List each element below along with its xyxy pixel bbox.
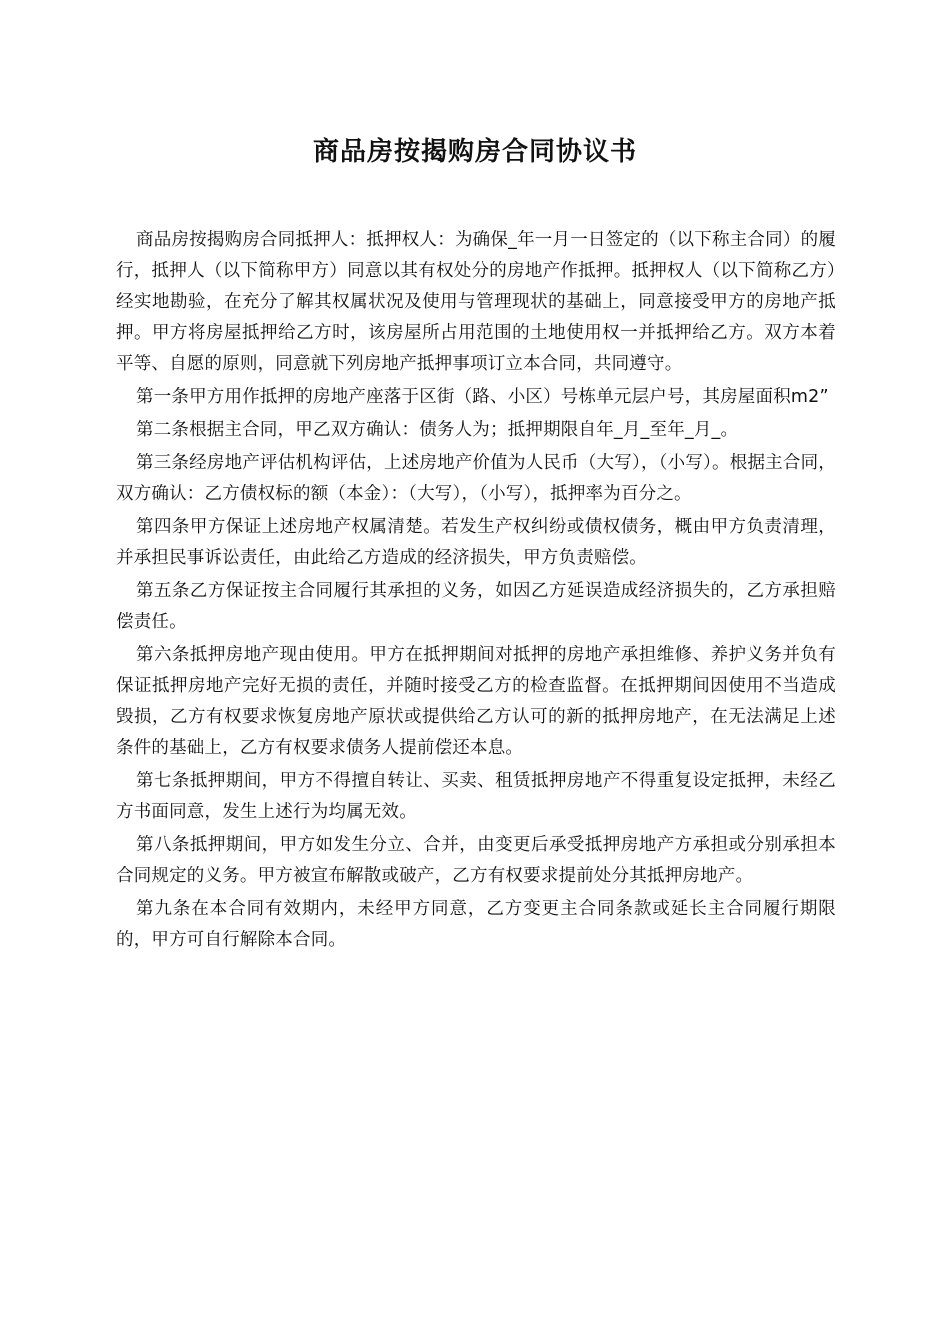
paragraph-article-6: 第六条抵押房地产现由使用。甲方在抵押期间对抵押的房地产承担维修、养护义务并负有保证抵押房地产完好无损的责任，并随时接受乙方的检查监督。在抵押期间因使用不当造成毁损，乙方有权要求恢复房地产原状或提供给乙方认可的新的抵押房地产，在无法满足上述条件的基础上，乙方有权要求债务人提前偿还本息。: [116, 645, 836, 758]
document-body: [116, 225, 836, 958]
paragraph-article-2: 第二条根据主合同，甲乙双方确认：债务人为；抵押期限自年_月_至年_月_。: [136, 420, 739, 440]
paragraph-article-1: 第一条甲方用作抵押的房地产座落于区街（路、小区）号栋单元层户号，其房屋面积m2”: [136, 387, 829, 407]
paragraph-article-3: 第三条经房地产评估机构评估，上述房地产价值为人民币（大写），（小写）。根据主合同，双方确认：乙方债权标的额（本金）：（大写），（小写），抵押率为百分之。: [116, 453, 836, 504]
paragraph-article-9: 第九条在本合同有效期内，未经甲方同意，乙方变更主合同条款或延长主合同履行期限的，甲方可自行解除本合同。: [116, 899, 836, 950]
paragraph-article-7: 第七条抵押期间，甲方不得擅自转让、买卖、租赁抵押房地产不得重复设定抵押，未经乙方书面同意，发生上述行为均属无效。: [116, 771, 836, 822]
paragraph-preamble: 商品房按揭购房合同抵押人：抵押权人：为确保_年一月一日签定的（以下称主合同）的履行，抵押人（以下简称甲方）同意以其有权处分的房地产作抵押。抵押权人（以下简称乙方）经实地勘验，在充分了解其权属状况及使用与管理现状的基础上，同意接受甲方的房地产抵押。甲方将房屋抵押给乙方时，该房屋所占用范围的土地使用权一并抵押给乙方。双方本着平等、自愿的原则，同意就下列房地产抵押事项订立本合同，共同遵守。: [116, 230, 836, 374]
paragraph-article-4: 第四条甲方保证上述房地产权属清楚。若发生产权纠纷或债权债务，概由甲方负责清理，并承担民事诉讼责任，由此给乙方造成的经济损失，甲方负责赔偿。: [116, 517, 836, 568]
document-title: 商品房按揭购房合同协议书: [312, 137, 637, 167]
paragraph-article-5: 第五条乙方保证按主合同履行其承担的义务，如因乙方延误造成经济损失的，乙方承担赔偿责任。: [116, 581, 836, 632]
paragraph-article-8: 第八条抵押期间，甲方如发生分立、合并，由变更后承受抵押房地产方承担或分别承担本合同规定的义务。甲方被宣布解散或破产，乙方有权要求提前处分其抵押房地产。: [116, 835, 836, 886]
